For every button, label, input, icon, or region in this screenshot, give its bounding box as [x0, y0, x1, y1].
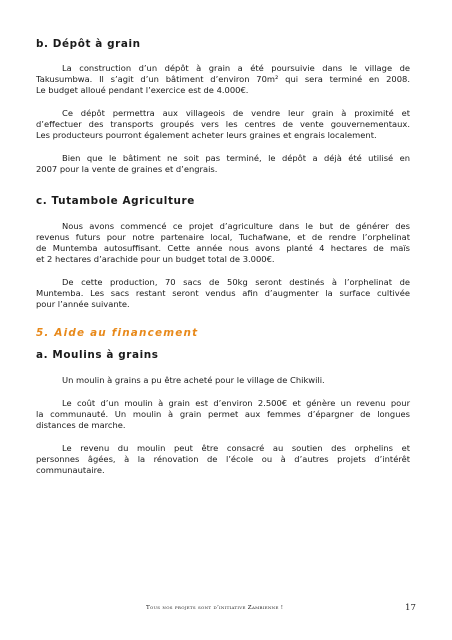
paragraph-depot-3: [36, 153, 410, 175]
paragraph-tutambole-1: [36, 221, 410, 265]
text-line: Muntemba. Les sacs restant seront vendus afin d’augmenter la surface cultivée: [36, 288, 410, 299]
text-line: Les producteurs pourront également acheter leurs graines et engrais localement.: [36, 130, 377, 141]
text-line: distances de marche.: [36, 420, 126, 431]
paragraph-moulins-1: [36, 375, 410, 386]
section-heading-depot: b. Dépôt à grain: [36, 38, 141, 50]
text-line: Takusumbwa. Il s’agit d’un bâtiment d’environ 70m² qui sera terminé en 2008.: [36, 74, 410, 85]
paragraph-moulins-2: [36, 398, 410, 431]
paragraph-tutambole-2: [36, 277, 410, 310]
text-line: de Muntemba autosuffisant. Cette année nous avons planté 4 hectares de maïs: [36, 243, 410, 254]
text-line: La construction d’un dépôt à grain a été poursuivie dans le village de: [62, 63, 410, 73]
text-line: De cette production, 70 sacs de 50kg seront destinés à l’orphelinat de: [62, 277, 410, 287]
text-line: Le revenu du moulin peut être consacré au soutien des orphelins et: [62, 443, 410, 453]
text-line: revenus futurs pour notre partenaire local, Tuchafwane, et de rendre l’orphelinat: [36, 232, 410, 243]
paragraph-depot-1: [36, 63, 410, 96]
section-heading-financement: 5. Aide au financement: [36, 327, 199, 339]
footer-tagline: Tous nos projets sont d’initiative Zambienne !: [146, 605, 284, 611]
text-line: communautaire.: [36, 465, 105, 476]
paragraph-moulins-3: [36, 443, 410, 476]
text-line: pour l’année suivante.: [36, 299, 130, 310]
text-line: la communauté. Un moulin à grain permet aux femmes d’épargner de longues: [36, 409, 410, 420]
text-line: personnes âgées, à la rénovation de l’école ou à d’autres projets d’intérêt: [36, 454, 410, 465]
text-line: Ce dépôt permettra aux villageois de vendre leur grain à proximité et: [62, 108, 410, 118]
text-line: d’effectuer des transports groupés vers les centres de vente gouvernementaux.: [36, 119, 410, 130]
text-line: Le coût d’un moulin à grain est d’environ 2.500€ et génère un revenu pour: [62, 398, 410, 408]
page-footer: [0, 603, 452, 617]
text-line: Bien que le bâtiment ne soit pas terminé, le dépôt a déjà été utilisé en: [62, 153, 410, 163]
text-line: Un moulin à grains a pu être acheté pour le village de Chikwili.: [62, 375, 325, 385]
text-line: Nous avons commencé ce projet d’agriculture dans le but de générer des: [62, 221, 410, 231]
text-line: et 2 hectares d’arachide pour un budget total de 3.000€.: [36, 254, 275, 265]
section-heading-tutambole: c. Tutambole Agriculture: [36, 195, 195, 207]
text-line: Le budget alloué pendant l’exercice est de 4.000€.: [36, 85, 249, 96]
text-line: 2007 pour la vente de graines et d’engrais.: [36, 164, 218, 175]
page-number: 17: [405, 603, 416, 613]
section-heading-moulins: a. Moulins à grains: [36, 349, 159, 361]
paragraph-depot-2: [36, 108, 410, 141]
